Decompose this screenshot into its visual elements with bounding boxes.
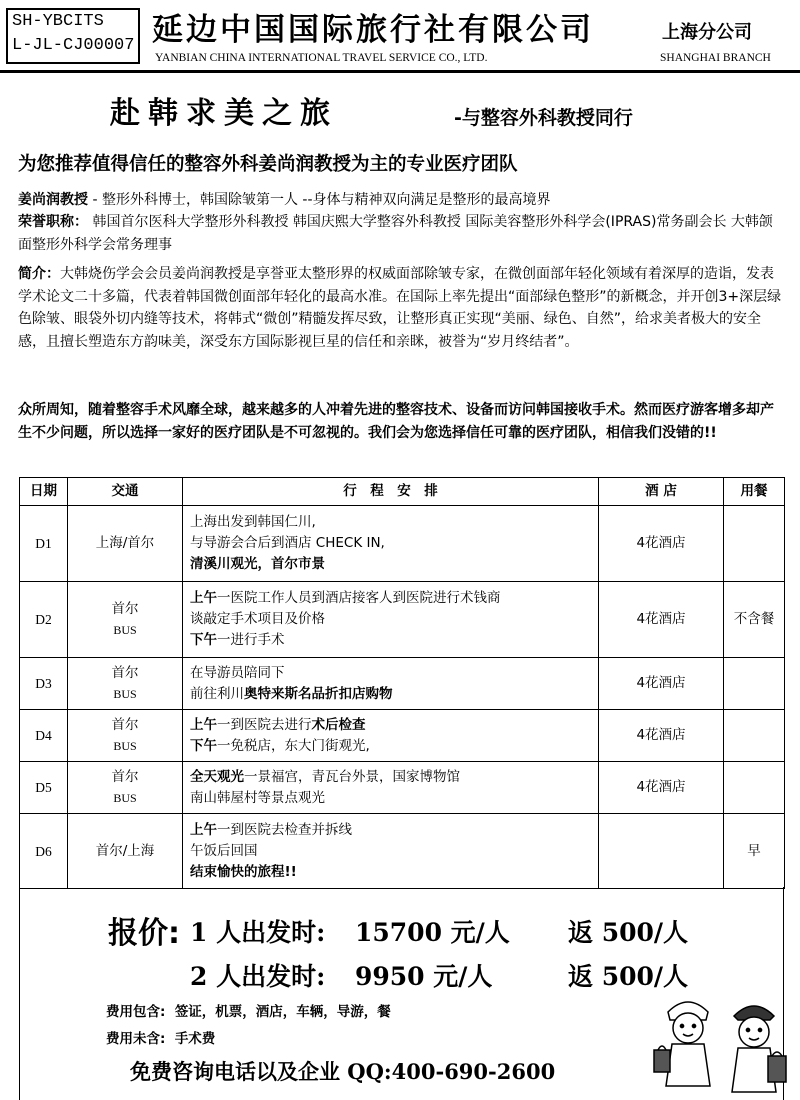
summary-text: 大韩烧伤学会会员姜尚润教授是享誉亚太整形界的权威面部除皱专家，在微创面部年轻化领域有着深厚的造诣，发表学术论文二十多篇，代表着韩国微创面部年轻化的最高水准。在国际上率先提出“面部绿色整形”的新概念，并开创3+深层绿色除皱、眼袋外切内缝等技术，将韩式“微创”精髓发挥尽致，让整形真正实现“美丽、绿色、自然”，给求美者极大的安全感，且擅长塑造东方韵味美，深受东方国际影视巨星的信任和亲眯，被誉为“岁月终结者”。	[18, 266, 782, 350]
mascot-illustration	[650, 990, 790, 1098]
fees-included-text: 签证，机票，酒店，车辆，导游，餐	[174, 1004, 391, 1020]
hotel-cell: 4花酒店	[599, 710, 724, 762]
company-name-en: YANBIAN CHINA INTERNATIONAL TRAVEL SERVICE CO., LTD.	[155, 52, 488, 64]
day-cell: D1	[20, 506, 68, 582]
schedule-line: 清溪川观光，首尔市景	[190, 556, 325, 572]
schedule-cell	[183, 762, 599, 814]
time-label: 上午	[190, 821, 217, 838]
recommend-heading: 为您推荐值得信任的整容外科姜尚润教授为主的专业医疗团队	[18, 154, 518, 175]
transport-city: 首尔	[111, 716, 139, 733]
meal-cell: 不含餐	[724, 582, 785, 658]
transport-city: 首尔	[111, 768, 139, 785]
mascot-right-icon	[732, 1006, 786, 1092]
schedule-text: 前往利川	[190, 685, 244, 702]
day-cell: D4	[20, 710, 68, 762]
professor-profile	[18, 189, 786, 212]
hotel-cell: 4花酒店	[599, 658, 724, 710]
hotel-cell	[599, 814, 724, 889]
schedule-line	[190, 820, 598, 841]
transport-cell	[68, 762, 183, 814]
table-row	[20, 762, 785, 814]
day-cell: D6	[20, 814, 68, 889]
transport-city: 首尔	[111, 600, 139, 617]
price-row2-amount: 9950 元/人	[355, 962, 493, 991]
hotel-cell: 4花酒店	[599, 582, 724, 658]
profile-label: 姜尚润教授	[18, 192, 88, 208]
price-label: 报价:	[108, 916, 180, 951]
transport-mode: BUS	[113, 686, 137, 701]
table-row	[20, 658, 785, 710]
header-meal: 用餐	[724, 478, 785, 506]
price-row2-group: 2 人出发时:	[190, 962, 326, 991]
transport-cell	[68, 582, 183, 658]
meal-cell	[724, 658, 785, 710]
schedule-line	[190, 736, 598, 757]
schedule-text: 一免税店，东大门街观光,	[217, 737, 370, 754]
branch-name-en: SHANGHAI BRANCH	[660, 52, 771, 64]
schedule-text: 一进行手术	[217, 632, 285, 648]
price-row1-rebate: 返 500/人	[568, 918, 689, 947]
honors-text: 韩国首尔医科大学整形外科教授 韩国庆熙大学整容外科教授 国际美容整形外科学会(IPRAS)常务副会长 大韩颌面整形外科学会常务理事	[18, 214, 773, 253]
day-cell: D5	[20, 762, 68, 814]
transport-mode: BUS	[113, 790, 137, 805]
price-row2-rebate: 返 500/人	[568, 962, 689, 991]
schedule-highlight: 术后检查	[311, 716, 366, 733]
header-date: 日期	[20, 478, 68, 506]
price-row1-amount: 15700 元/人	[355, 918, 510, 947]
meal-cell	[724, 710, 785, 762]
license-line-1: SH-YBCITS	[12, 12, 104, 31]
trip-title: 赴韩求美之旅	[110, 96, 338, 131]
transport-cell	[68, 710, 183, 762]
schedule-cell	[183, 710, 599, 762]
meal-cell	[724, 506, 785, 582]
fees-included	[106, 1000, 391, 1020]
schedule-line: 午饭后回国	[190, 842, 258, 859]
fees-excluded-text: 手术费	[174, 1031, 216, 1047]
price-row1-group: 1 人出发时:	[190, 918, 326, 947]
trip-subtitle: -与整容外科教授同行	[454, 107, 633, 129]
schedule-cell	[183, 658, 599, 710]
schedule-line	[190, 767, 598, 788]
schedule-line	[190, 588, 598, 609]
fees-included-label: 费用包含:	[106, 1004, 166, 1020]
header-schedule: 行 程 安 排	[183, 478, 599, 506]
itinerary-table	[19, 477, 785, 889]
transport-cell	[68, 658, 183, 710]
schedule-line	[190, 684, 598, 705]
table-row	[20, 506, 785, 582]
transport-cell: 上海/首尔	[68, 506, 183, 582]
day-cell: D2	[20, 582, 68, 658]
time-label: 上午	[190, 590, 217, 606]
contact-line: 免费咨询电话以及企业 QQ:400-690-2600	[130, 1059, 556, 1084]
transport-cell: 首尔/上海	[68, 814, 183, 889]
schedule-text: 一医院工作人员到酒店接客人到医院进行术钱商	[217, 590, 501, 606]
schedule-line	[190, 715, 598, 736]
hotel-cell: 4花酒店	[599, 762, 724, 814]
transport-city: 首尔	[111, 664, 139, 681]
transport-mode: BUS	[113, 738, 137, 753]
schedule-line: 在导游员陪同下	[190, 664, 285, 681]
schedule-line: 谈敲定手术项目及价格	[190, 611, 325, 627]
honors-label: 荣誉职称：	[18, 214, 88, 230]
schedule-line: 结束愉快的旅程!!	[190, 863, 297, 880]
professor-honors	[18, 211, 786, 256]
header-divider	[0, 70, 800, 73]
schedule-line: 南山韩屋村等景点观光	[190, 789, 325, 806]
table-row	[20, 814, 785, 889]
license-line-2: L-JL-CJ00007	[12, 36, 135, 55]
profile-text: - 整形外科博士，韩国除皱第一人 --身体与精神双向满足是整形的最高境界	[88, 192, 551, 208]
time-label: 上午	[190, 716, 217, 733]
hotel-cell: 4花酒店	[599, 506, 724, 582]
table-row	[20, 582, 785, 658]
schedule-text: 一到医院去进行	[217, 716, 312, 733]
company-name: 延边中国国际旅行社有限公司	[152, 12, 594, 48]
schedule-cell	[183, 814, 599, 889]
schedule-line: 与导游会合后到酒店 CHECK IN,	[190, 535, 385, 551]
transport-mode: BUS	[113, 622, 137, 637]
meal-cell	[724, 762, 785, 814]
summary-label: 简介：	[18, 266, 60, 282]
header-hotel: 酒 店	[599, 478, 724, 506]
license-box	[6, 8, 140, 64]
meal-cell: 早	[724, 814, 785, 889]
schedule-cell	[183, 506, 599, 582]
mascot-left-icon	[654, 1002, 710, 1086]
fees-excluded-label: 费用未含:	[106, 1031, 166, 1047]
time-label: 全天观光	[190, 768, 244, 785]
fees-excluded	[106, 1027, 215, 1047]
schedule-highlight: 奥特来斯名品折扣店购物	[244, 685, 393, 702]
schedule-line	[190, 630, 598, 651]
time-label: 下午	[190, 737, 217, 754]
schedule-line: 上海出发到韩国仁川,	[190, 514, 316, 530]
branch-name: 上海分公司	[662, 22, 752, 43]
day-cell: D3	[20, 658, 68, 710]
notice-paragraph: 众所周知，随着整容手术风靡全球，越来越多的人冲着先进的整容技术、设备而访问韩国接收手术。然而医疗游客增多却产生不少问题，所以选择一家好的医疗团队是不可忽视的。我们会为您选择信任可靠的医疗团队，相信我们没错的!!	[18, 402, 774, 441]
schedule-text: 一到医院去检查并拆线	[217, 821, 352, 838]
schedule-text: 一景福宫，青瓦台外景，国家博物馆	[244, 768, 460, 785]
header-transport: 交通	[68, 478, 183, 506]
time-label: 下午	[190, 632, 217, 648]
table-header-row	[20, 478, 785, 506]
schedule-cell	[183, 582, 599, 658]
professor-summary	[18, 263, 786, 353]
table-row	[20, 710, 785, 762]
